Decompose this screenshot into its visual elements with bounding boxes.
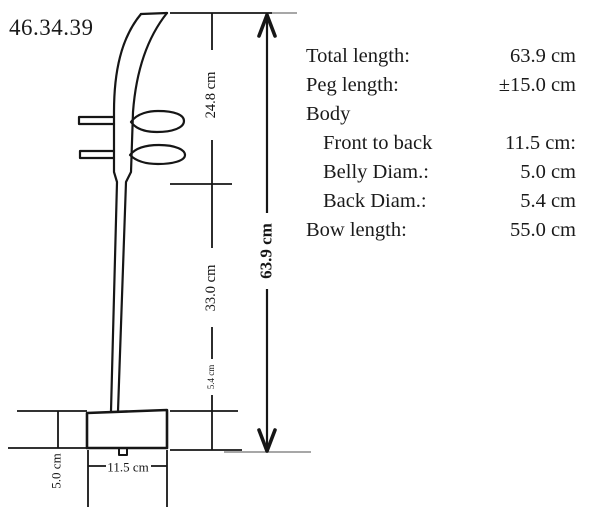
head-top-edge — [141, 13, 167, 14]
neck-right-edge — [118, 13, 167, 411]
total-length-dim-label: 63.9 cm — [256, 223, 276, 279]
upper-peg-head — [131, 111, 184, 132]
measurement-value: 5.4 cm — [520, 190, 576, 212]
measurement-label: Back Diam.: — [323, 190, 427, 212]
front-to-back-dim-label: 11.5 cm — [107, 459, 149, 475]
measurement-label: Peg length: — [306, 74, 399, 96]
back-diameter-dim-label: 5.4 cm — [206, 364, 216, 390]
measurement-label: Body — [306, 103, 351, 125]
belly-diameter-dim-label: 5.0 cm — [48, 453, 64, 489]
measurement-row-belly-diam — [306, 158, 576, 187]
accession-number: 46.34.39 — [9, 15, 94, 40]
upper-peg-shaft — [79, 117, 114, 124]
measurement-list — [306, 42, 576, 245]
fiddle-outline — [79, 13, 185, 455]
measurement-value: 11.5 cm: — [505, 132, 576, 154]
measurement-row-peg-length — [306, 71, 576, 100]
measurement-label: Belly Diam.: — [323, 161, 429, 183]
measurement-value: ±15.0 cm — [498, 74, 576, 96]
body-outline — [87, 410, 167, 448]
measurement-row-front-to-back — [306, 129, 576, 158]
measurement-value — [350, 100, 576, 129]
neck-section-dim-label: 33.0 cm — [203, 264, 219, 312]
peg-section-dim-label: 24.8 cm — [203, 71, 219, 119]
measurement-value: 55.0 cm — [509, 219, 576, 241]
measurement-value: 5.0 cm — [520, 161, 576, 183]
lower-peg-shaft — [80, 151, 114, 158]
measurement-label: Total length: — [306, 45, 410, 67]
measurement-value: 63.9 cm — [509, 45, 576, 67]
measurement-row-total-length — [306, 42, 576, 71]
lower-peg-head — [130, 145, 185, 164]
measurement-row-bow-length — [306, 216, 576, 245]
measurement-label: Front to back — [323, 132, 433, 154]
measurement-label: Bow length: — [306, 219, 407, 241]
measurement-row-body-heading — [306, 100, 576, 129]
measurement-row-back-diam — [306, 187, 576, 216]
